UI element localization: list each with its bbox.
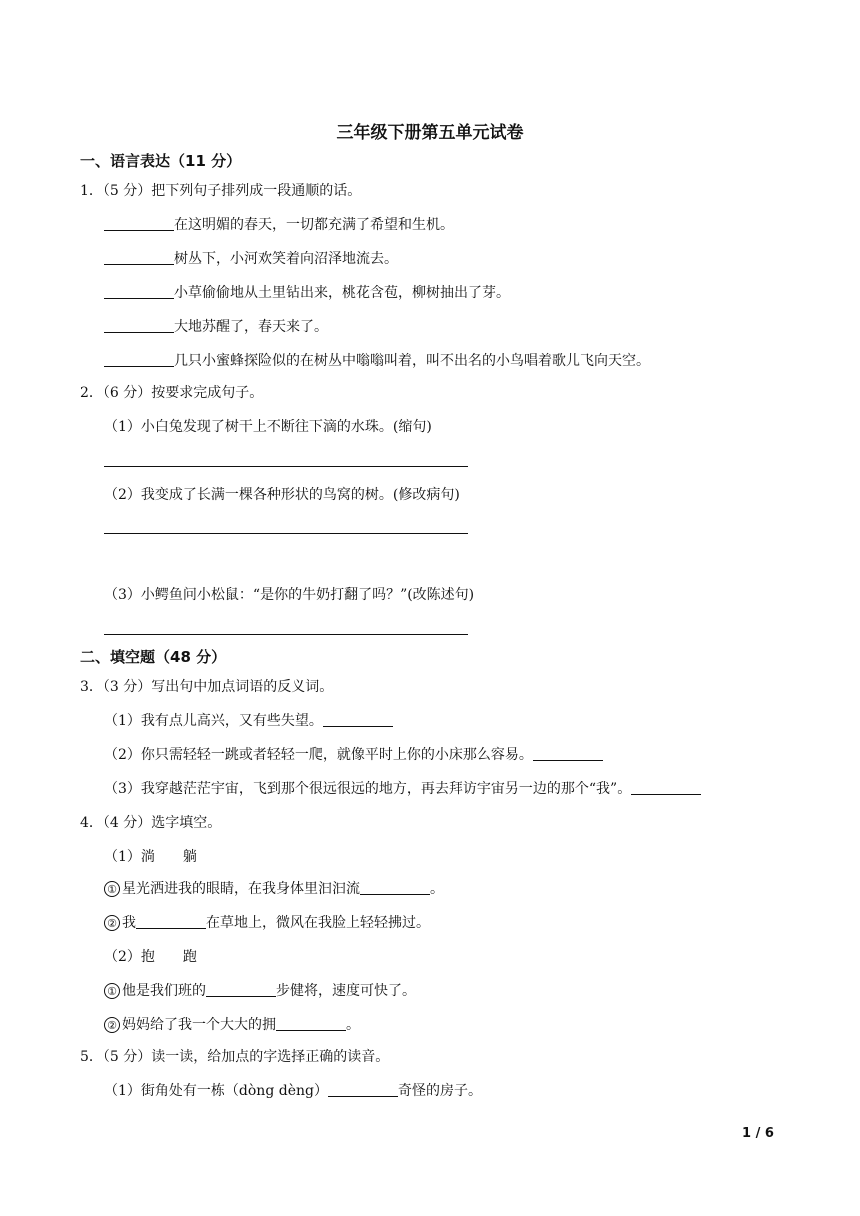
- answer-blank[interactable]: [533, 746, 603, 761]
- answer-blank[interactable]: [136, 914, 206, 929]
- part-text: （1）我有点儿高兴，又有些失望。: [104, 713, 323, 729]
- question-3-part-3: [104, 780, 701, 798]
- circled-number: ②: [104, 1017, 120, 1033]
- section-heading-1: 一、语言表达（11 分）: [80, 152, 242, 170]
- page-number: 1 / 6: [742, 1126, 774, 1141]
- answer-blank[interactable]: [206, 982, 276, 997]
- question-1-item-1: [104, 216, 454, 234]
- section-heading-2: 二、填空题（48 分）: [80, 648, 227, 666]
- question-4-item-1b: [104, 914, 430, 932]
- answer-line[interactable]: [104, 634, 468, 635]
- circled-number: ②: [104, 915, 120, 931]
- item-text: 大地苏醒了，春天来了。: [174, 319, 328, 335]
- answer-line[interactable]: [104, 466, 468, 467]
- part-text: （2）你只需轻轻一跳或者轻轻一爬，就像平时上你的小床那么容易。: [104, 747, 533, 763]
- question-3-part-1: [104, 712, 393, 730]
- question-1-item-5: [104, 352, 650, 370]
- question-5-part-1: [104, 1082, 482, 1100]
- part-text: （1）街角处有一栋（dòng dèng）: [104, 1083, 328, 1099]
- item-text: 树丛下，小河欢笑着向沼泽地流去。: [174, 251, 398, 267]
- circled-number: ①: [104, 881, 120, 897]
- answer-blank[interactable]: [104, 250, 174, 265]
- question-2-part-3: （3）小鳄鱼问小松鼠：“是你的牛奶打翻了吗？”(改陈述句): [104, 587, 475, 603]
- part-text: （3）我穿越茫茫宇宙，飞到那个很远很远的地方，再去拜访宇宙另一边的那个“我”。: [104, 781, 632, 797]
- answer-blank[interactable]: [631, 780, 701, 795]
- item-text: 步健将，速度可快了。: [276, 983, 416, 999]
- question-4-item-1a: [104, 880, 444, 898]
- question-3-stem: 3．（3 分）写出句中加点词语的反义词。: [80, 679, 334, 695]
- page-title: 三年级下册第五单元试卷: [336, 123, 524, 143]
- question-4-group-1: （1）淌 躺: [104, 849, 197, 865]
- question-3-part-2: [104, 746, 603, 764]
- question-4-item-2b: [104, 1016, 360, 1034]
- question-1-item-3: [104, 284, 510, 302]
- item-text: 几只小蜜蜂探险似的在树丛中嗡嗡叫着，叫不出名的小鸟唱着歌儿飞向天空。: [174, 353, 650, 369]
- item-text: 在草地上，微风在我脸上轻轻拂过。: [206, 915, 430, 931]
- question-4-stem: 4．（4 分）选字填空。: [80, 815, 222, 831]
- answer-blank[interactable]: [104, 216, 174, 231]
- answer-blank[interactable]: [104, 318, 174, 333]
- answer-blank[interactable]: [328, 1082, 398, 1097]
- part-text: 奇怪的房子。: [397, 1083, 482, 1099]
- item-text: 。: [430, 881, 444, 897]
- circled-number: ①: [104, 983, 120, 999]
- item-text: 我: [122, 915, 136, 931]
- question-2-part-1: （1）小白兔发现了树干上不断往下滴的水珠。(缩句): [104, 419, 432, 435]
- answer-blank[interactable]: [104, 284, 174, 299]
- question-4-group-2: （2）抱 跑: [104, 949, 197, 965]
- item-text: 星光洒进我的眼睛，在我身体里汩汩流: [122, 881, 360, 897]
- question-5-stem: 5．（5 分）读一读，给加点的字选择正确的读音。: [80, 1049, 390, 1065]
- item-text: 。: [346, 1017, 360, 1033]
- answer-blank[interactable]: [360, 880, 430, 895]
- answer-blank[interactable]: [323, 712, 393, 727]
- question-1-stem: 1．（5 分）把下列句子排列成一段通顺的话。: [80, 183, 362, 199]
- question-2-stem: 2．（6 分）按要求完成句子。: [80, 385, 264, 401]
- question-1-item-4: [104, 318, 328, 336]
- answer-blank[interactable]: [104, 352, 174, 367]
- question-1-item-2: [104, 250, 398, 268]
- item-text: 妈妈给了我一个大大的拥: [122, 1017, 276, 1033]
- answer-line[interactable]: [104, 533, 468, 534]
- question-2-part-2: （2）我变成了长满一棵各种形状的鸟窝的树。(修改病句): [104, 487, 460, 503]
- item-text: 在这明媚的春天，一切都充满了希望和生机。: [174, 217, 454, 233]
- item-text: 小草偷偷地从土里钻出来，桃花含苞，柳树抽出了芽。: [174, 285, 510, 301]
- answer-blank[interactable]: [276, 1016, 346, 1031]
- question-4-item-2a: [104, 982, 416, 1000]
- item-text: 他是我们班的: [122, 983, 206, 999]
